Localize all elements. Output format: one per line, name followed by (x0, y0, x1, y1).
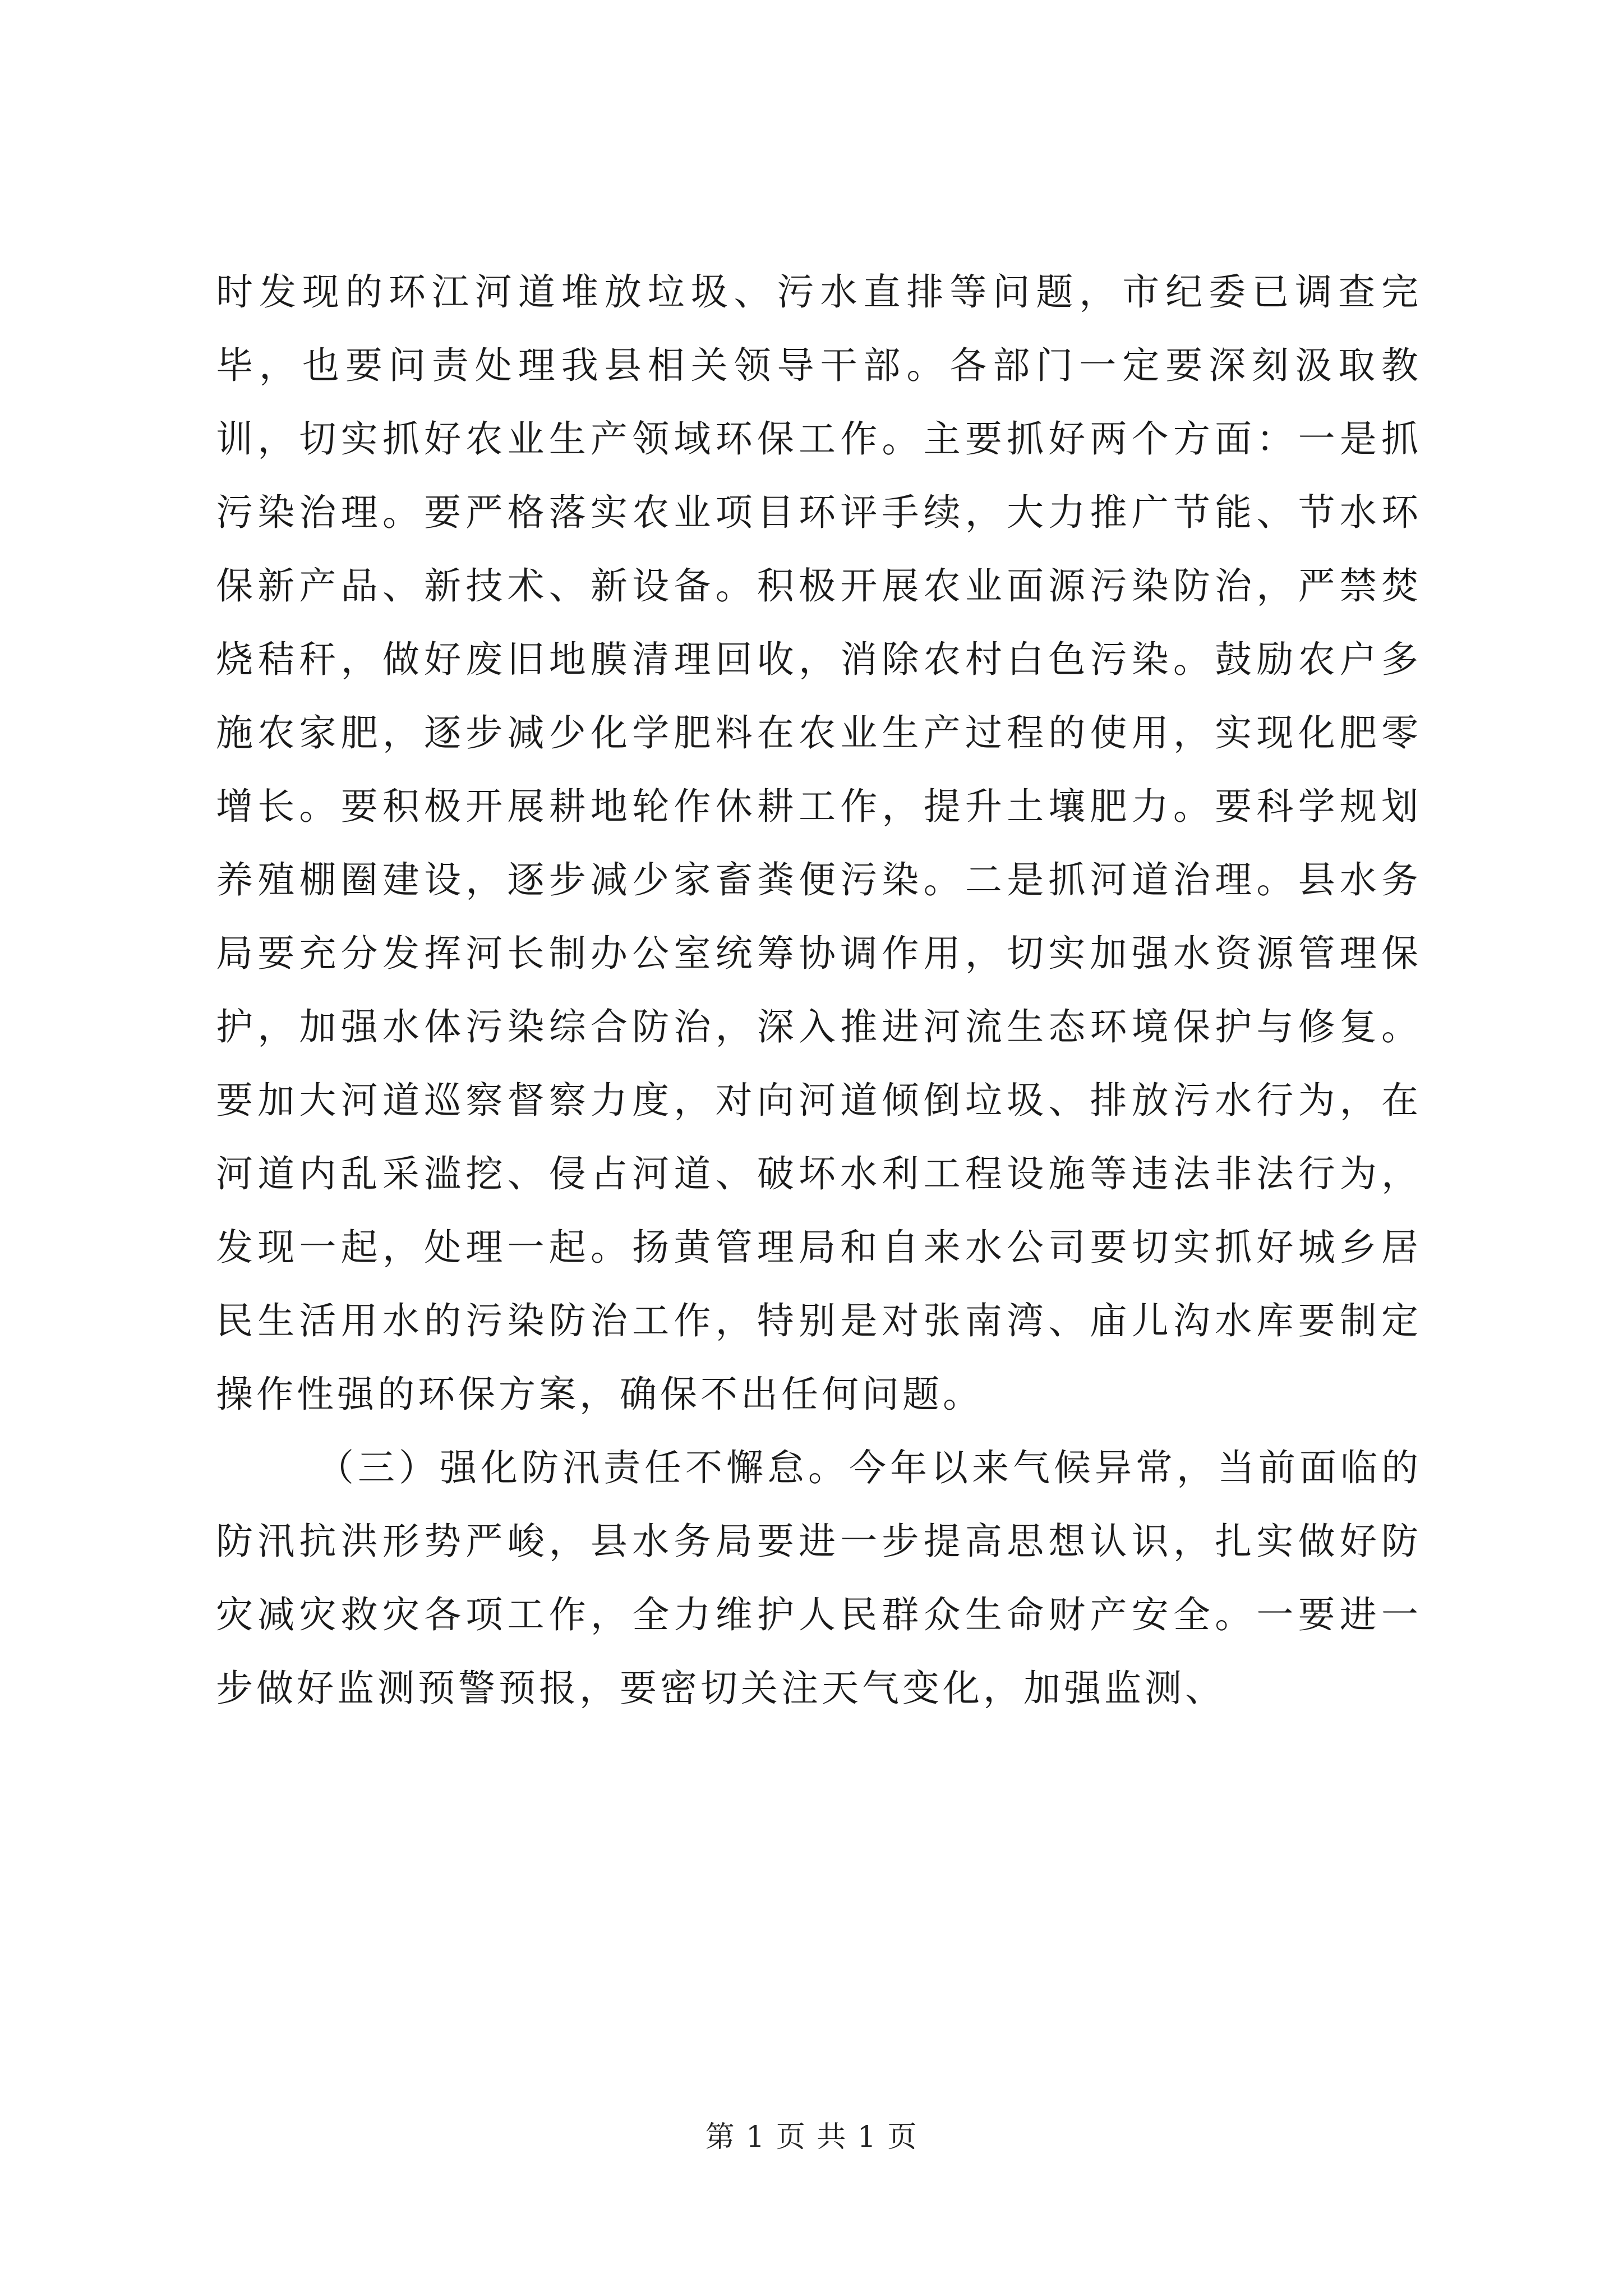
body-paragraph: 时发现的环江河道堆放垃圾、污水直排等问题，市纪委已调查完毕，也要问责处理我县相关领导干部。各部门一定要深刻汲取教训，切实抓好农业生产领域环保工作。主要抓好两个方面：一是抓污染治理。要严格落实农业项目环评手续，大力推广节能、节水环保新产品、新技术、新设备。积极开展农业面源污染防治，严禁焚烧秸秆，做好废旧地膜清理回收，消除农村白色污染。鼓励农户多施农家肥，逐步减少化学肥料在农业生产过程的使用，实现化肥零增长。要积极开展耕地轮作休耕工作，提升土壤肥力。要科学规划养殖棚圈建设，逐步减少家畜粪便污染。二是抓河道治理。县水务局要充分发挥河长制办公室统筹协调作用，切实加强水资源管理保护，加强水体污染综合防治，深入推进河流生态环境保护与修复。要加大河道巡察督察力度，对向河道倾倒垃圾、排放污水行为，在河道内乱采滥挖、侵占河道、破坏水利工程设施等违法非法行为，发现一起，处理一起。扬黄管理局和自来水公司要切实抓好城乡居民生活用水的污染防治工作，特别是对张南湾、庙儿沟水库要制定操作性强的环保方案，确保不出任何问题。 (216, 270, 1422, 1416)
body-paragraph-section-3: （三）强化防汛责任不懈怠。今年以来气候异常，当前面临的防汛抗洪形势严峻，县水务局要进一步提高思想认识，扎实做好防灾减灾救灾各项工作，全力维护人民群众生命财产安全。一要进一步做好监测预警预报，要密切关注天气变化，加强监测、 (216, 1446, 1422, 1710)
document-body (216, 255, 1422, 1725)
page-number-footer: 第 1 页 共 1 页 (705, 2120, 918, 2154)
